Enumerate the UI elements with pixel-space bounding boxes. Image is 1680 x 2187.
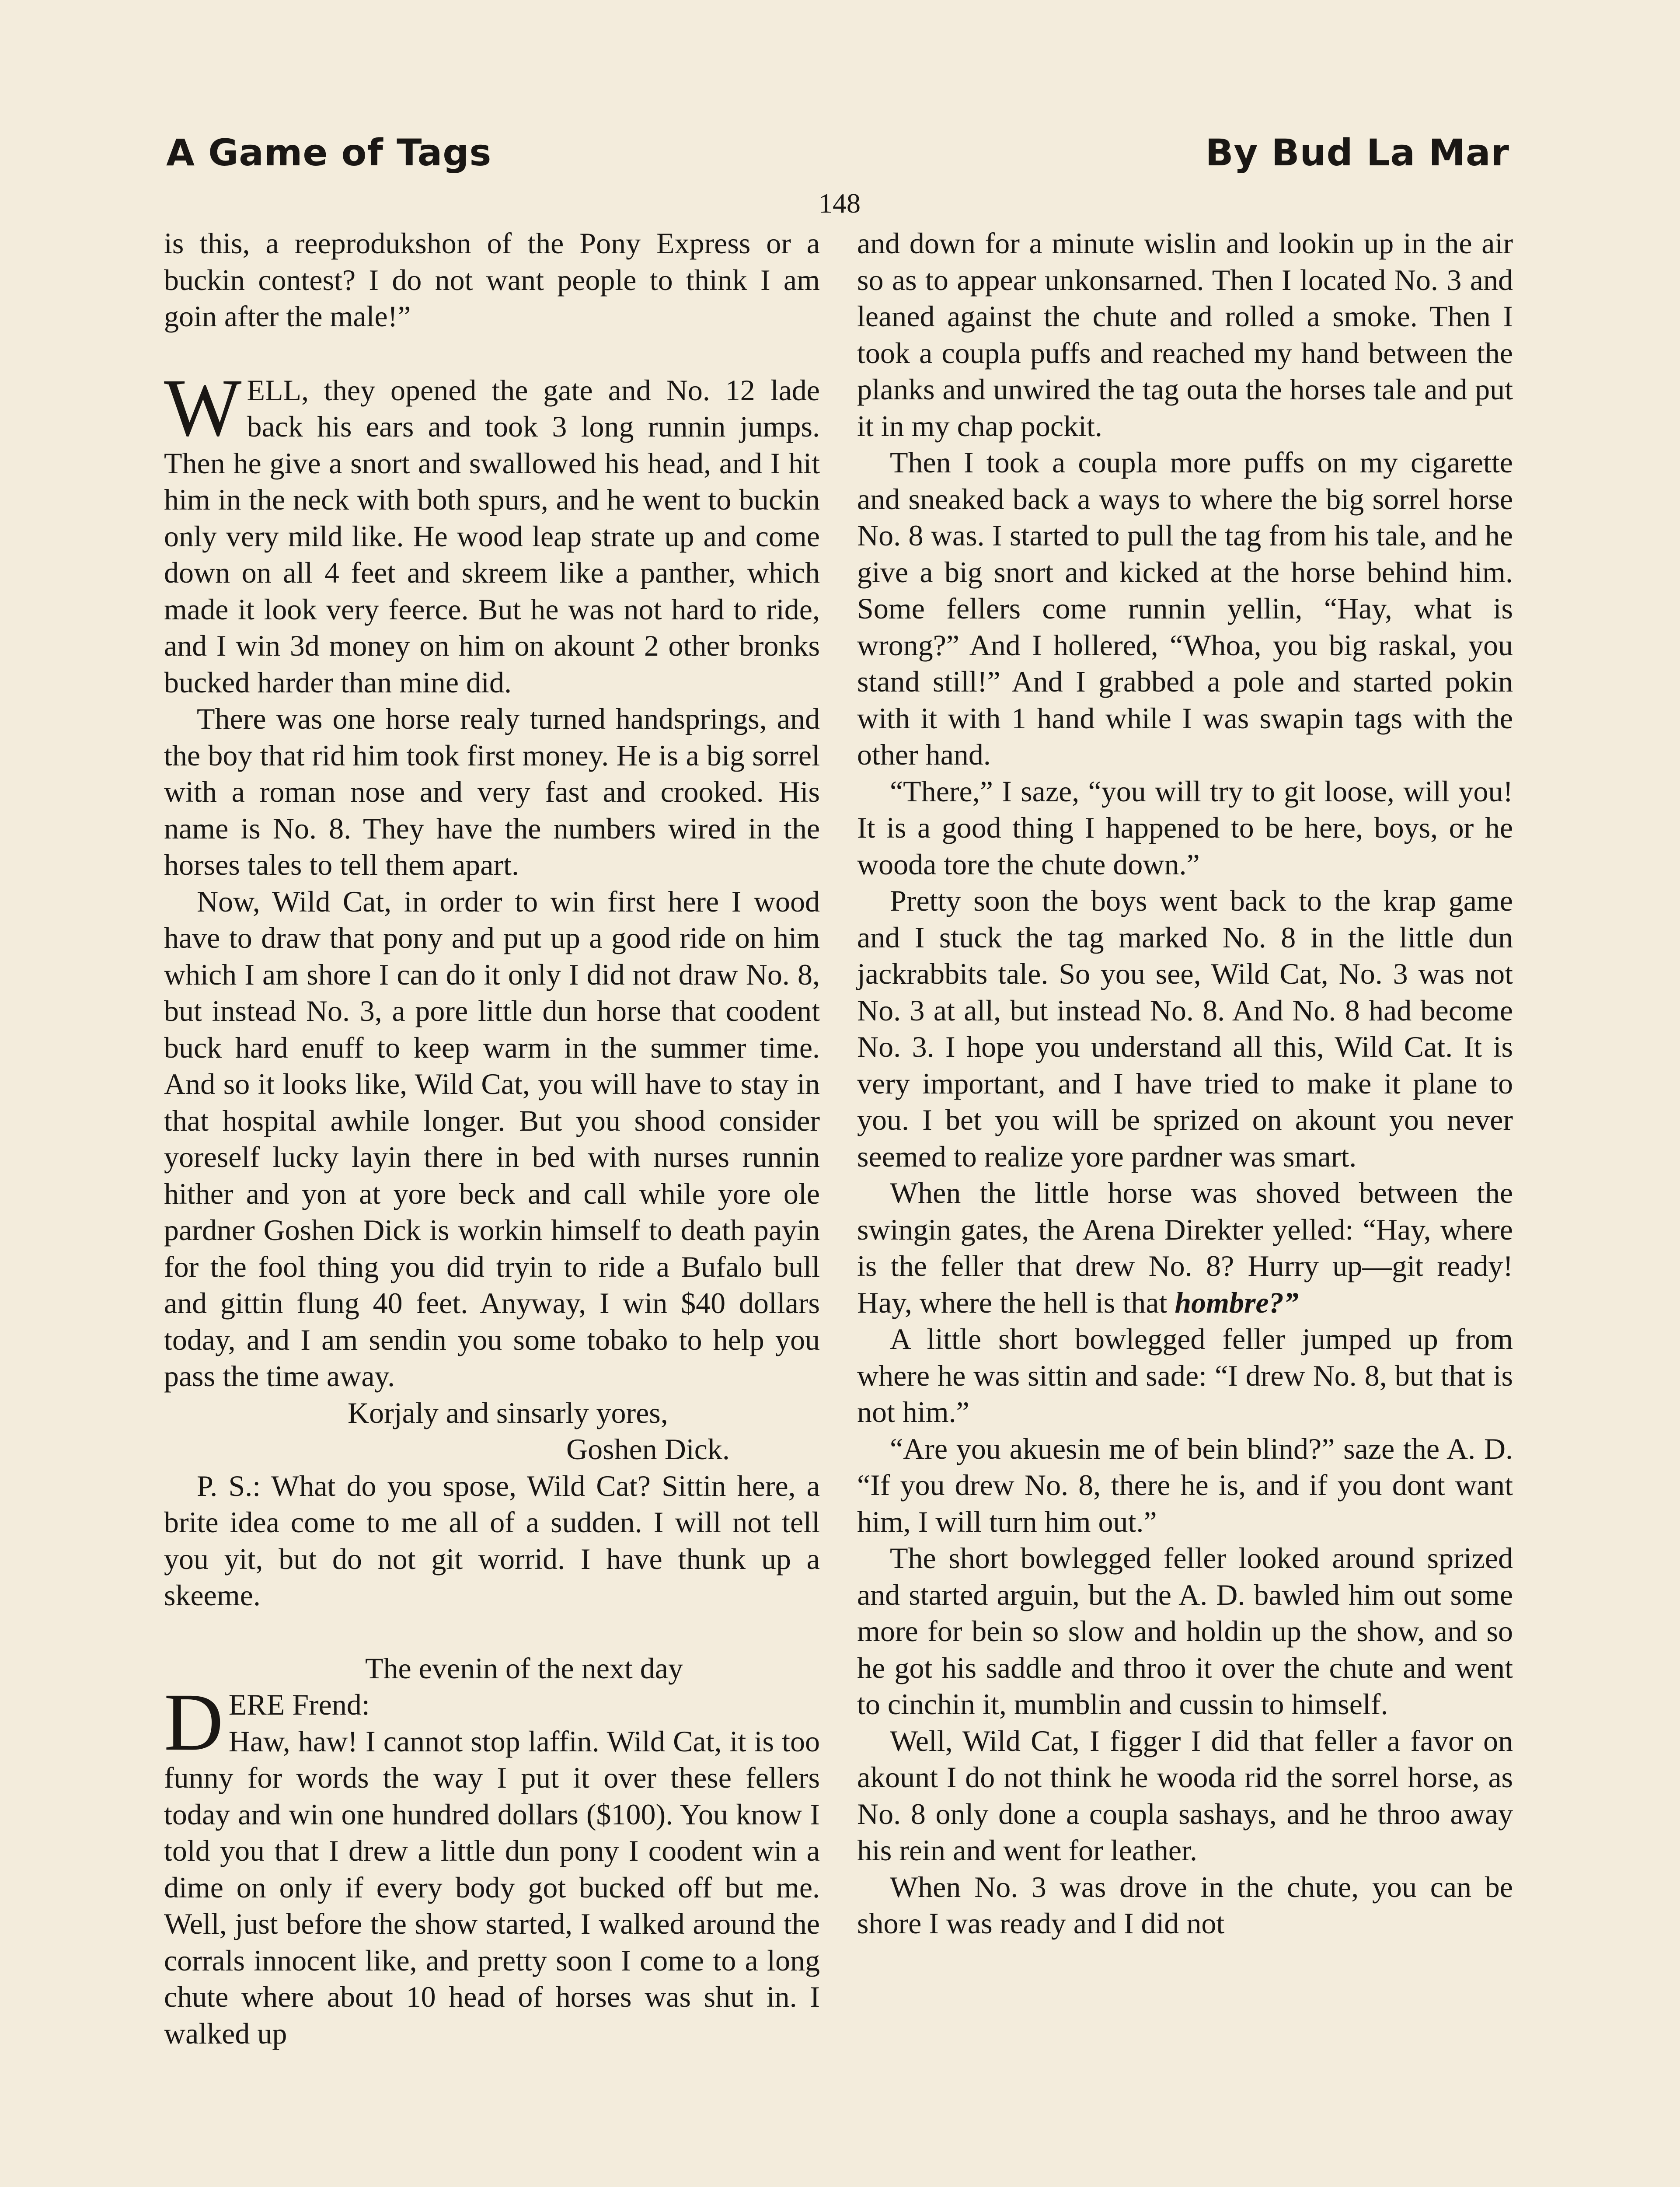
paragraph-text: ELL, they opened the gate and No. 12 lade back his ears and took 3 long runnin jumps. Then he give a snort and swallowed his head, and I hit him in the neck with both spurs, and he went to buckin only very mild like. He wood leap strate up and come down on all 4 feet and skreem like a panther, which made it look very feerce. But he was not hard to ride, and I win 3d money on him on akount 2 other bronks bucked harder than mine did. <box>164 373 820 699</box>
left-column <box>164 225 820 2052</box>
paragraph: Well, Wild Cat, I figger I did that feller a favor on akount I do not think he wooda rid the sorrel horse, as No. 8 only done a coupla sashays, and he throo away his rein and went for leather. <box>857 1724 1513 1867</box>
paragraph-text: When the little horse was shoved between the swingin gates, the Arena Direkter yelled: “Hay, where is the feller that drew No. 8? Hurry up—git ready! Hay, where the hell is that <box>857 1176 1513 1319</box>
paragraph: There was one horse realy turned handsprings, and the boy that rid him took first money. He is a big sorrel with a roman nose and very fast and crooked. His name is No. 8. They have the numbers wired in the horses tales to tell them apart. <box>164 702 820 881</box>
paragraph-dropcap <box>164 361 820 701</box>
paragraph: A little short bowlegged feller jumped up from where he was sittin and sade: “I drew No. 8, but that is not him.” <box>857 1322 1513 1429</box>
letter-dateline: The evenin of the next day <box>365 1651 683 1685</box>
paragraph: is this, a reeprodukshon of the Pony Express or a buckin contest? I do not want people to think I am goin after the male!” <box>164 227 820 333</box>
drop-cap: W <box>164 361 242 453</box>
paragraph: “Are you akuesin me of bein blind?” saze the A. D. “If you drew No. 8, there he is, and if you dont want him, I will turn him out.” <box>857 1432 1513 1538</box>
paragraph: and down for a minute wislin and lookin up in the air so as to appear unkonsarned. Then I located No. 3 and leaned against the chute and rolled a smoke. Then I took a coupla puffs and reached my hand between the planks and unwired the tag outa the horses tale and put it in my chap pockit. <box>857 227 1513 443</box>
paragraph: “There,” I saze, “you will try to git loose, will you! It is a good thing I happened to be here, boys, or he wooda tore the chute down.” <box>857 774 1513 881</box>
paragraph: Haw, haw! I cannot stop laffin. Wild Cat, it is too funny for words the way I put it over these fellers today and win one hundred dollars ($100). You know I told you that I drew a little dun pony I coodent win a dime on only if every body got bucked off but me. Well, just before the show started, I walked around the corrals innocent like, and pretty soon I come to a long chute where about 10 head of horses was shut in. I walked up <box>164 1724 820 2050</box>
right-column <box>857 225 1513 1942</box>
paragraph: When No. 3 was drove in the chute, you can be shore I was ready and I did not <box>857 1870 1513 1940</box>
italic-word: hombre?” <box>1175 1286 1299 1319</box>
drop-cap: D <box>164 1676 223 1768</box>
story-byline: By Bud La Mar <box>1205 131 1509 174</box>
letter-closing: Korjaly and sinsarly yores, <box>348 1396 668 1429</box>
postscript: P. S.: What do you spose, Wild Cat? Sittin here, a brite idea come to me all of a sudden. I will not tell you yit, but do not git worrid. I have thunk up a skeeme. <box>164 1469 820 1612</box>
paragraph <box>857 1175 1513 1321</box>
paragraph-dropcap <box>164 1676 820 1768</box>
paragraph: Pretty soon the boys went back to the krap game and I stuck the tag marked No. 8 in the little dun jackrabbits tale. So you see, Wild Cat, No. 3 was not No. 3 at all, but instead No. 8. And No. 8 had become No. 3. I hope you understand all this, Wild Cat. It is very important, and I have tried to make it plane to you. I bet you will be sprized on akount you never seemed to realize yore pardner was smart. <box>857 884 1513 1173</box>
page-number: 148 <box>819 188 861 219</box>
paragraph: The short bowlegged feller looked around sprized and started arguin, but the A. D. bawled him out some more for bein so slow and holdin up the show, and so he got his saddle and throo it over the chute and went to cinchin it, mumblin and cussin to himself. <box>857 1541 1513 1721</box>
story-title: A Game of Tags <box>166 131 492 174</box>
letter-signature: Goshen Dick. <box>566 1432 730 1466</box>
paragraph: Now, Wild Cat, in order to win first here I wood have to draw that pony and put up a good ride on him which I am shore I can do it only I did not draw No. 8, but instead No. 3, a pore little dun horse that coodent buck hard enuff to keep warm in the summer time. And so it looks like, Wild Cat, you will have to stay in that hospital awhile longer. But you shood consider yoreself lucky layin there in bed with nurses runnin hither and yon at yore beck and call while yore ole pardner Goshen Dick is workin himself to death payin for the fool thing you did tryin to ride a Bufalo bull and gittin flung 40 feet. Anyway, I win $40 dollars today, and I am sendin you some tobako to help you pass the time away. <box>164 884 820 1393</box>
salutation: ERE Frend: <box>228 1688 370 1721</box>
paragraph: Then I took a coupla more puffs on my cigarette and sneaked back a ways to where the big sorrel horse No. 8 was. I started to pull the tag from his tale, and he give a big snort and kicked at the horse behind him. Some fellers come runnin yellin, “Hay, what is wrong?” And I hollered, “Whoa, you big raskal, you stand still!” And I grabbed a pole and started pokin with it with 1 hand while I was swapin tags with the other hand. <box>857 446 1513 771</box>
